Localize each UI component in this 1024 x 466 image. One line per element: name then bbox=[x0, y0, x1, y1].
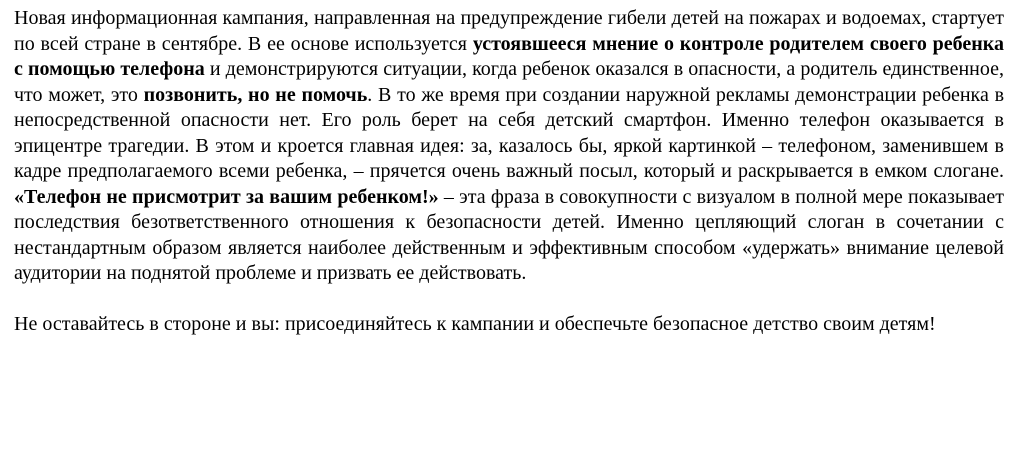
paragraph1-text-part3: . В то же время при создании наружной рекламы демонстрации ребенка в непосредственной опасности нет. Его роль берет на себя детский смартфон. Именно телефон оказывается в эпицентре трагедии. В этом и кроется главная идея: за, казалось бы, яркой картинкой – телефоном, заменившем в кадре предполагаемого всеми ребенка, – прячется очень важный посыл, который и раскрывается в емком слогане. bbox=[14, 83, 1005, 182]
bold-slogan: «Телефон не присмотрит за вашим ребенком!» bbox=[14, 185, 439, 208]
document-page bbox=[14, 6, 1004, 337]
bold-phrase-call-not-help: позвонить, но не помочь bbox=[143, 83, 368, 106]
paragraph1-text-part4: – эта фраза в совокупности с визуалом в полной мере показывает последствия безответственного отношения к безопасности детей. Именно цепляющий слоган в сочетании с нестандартным образом является наиболее действенным и эффективным способом «удержать» внимание целевой аудитории на поднятой проблеме и призвать ее действовать. bbox=[14, 185, 1004, 284]
paragraph-call-to-action: Не оставайтесь в стороне и вы: присоединяйтесь к кампании и обеспечьте безопасное детство своим детям! bbox=[14, 312, 936, 335]
paragraph1-text-part1: Новая информационная кампания, направленная на предупреждение гибели детей на пожарах и водоемах, стартует по всей стране в сентябре. В ее основе используется bbox=[14, 7, 1004, 55]
paragraph-campaign-description bbox=[14, 6, 1004, 287]
bold-phrase-phone-control: устоявшееся мнение о контроле родителем своего ребенка с помощью телефона bbox=[14, 32, 1004, 80]
paragraph1-text-part2: и демонстрируются ситуации, когда ребенок оказался в опасности, а родитель единственное, что может, это bbox=[14, 58, 1004, 106]
